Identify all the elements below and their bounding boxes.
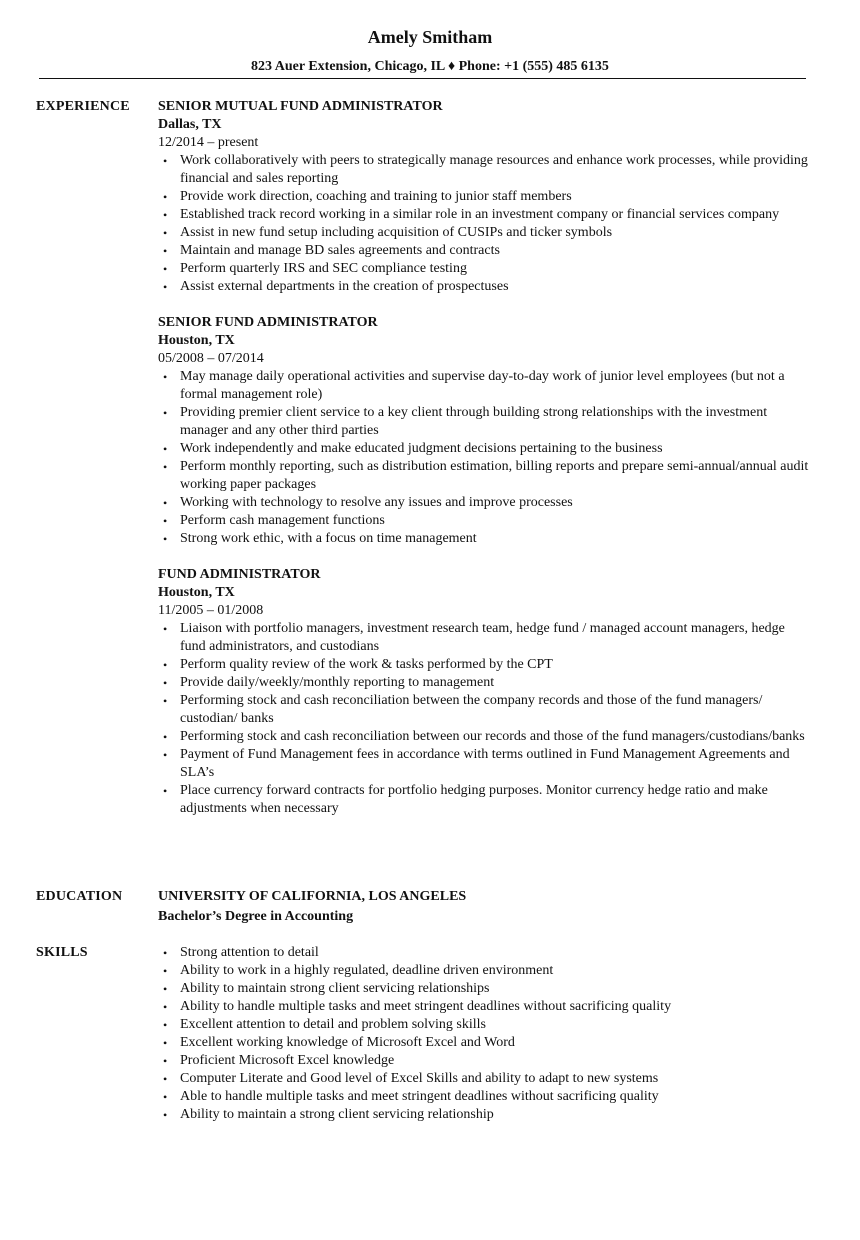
bullet-item xyxy=(158,512,814,530)
bullet-text: Working with technology to resolve any issues and improve processes xyxy=(180,495,573,510)
header-divider xyxy=(39,78,806,79)
bullet-dot-icon: • xyxy=(163,1090,168,1104)
bullet-dot-icon: • xyxy=(163,1036,168,1050)
bullet-dot-icon: • xyxy=(163,442,168,456)
bullet-item xyxy=(158,206,814,224)
bullet-text: Liaison with portfolio managers, investment research team, hedge fund / managed account managers, hedge fund administrators, and custodians xyxy=(180,621,785,654)
bullet-text: Assist external departments in the creation of prospectuses xyxy=(180,279,509,294)
skill-item xyxy=(158,944,814,962)
bullet-dot-icon: • xyxy=(163,946,168,960)
bullet-text: Perform quality review of the work & tasks performed by the CPT xyxy=(180,657,553,672)
bullet-item xyxy=(158,674,814,692)
education-content xyxy=(158,888,814,926)
bullet-dot-icon: • xyxy=(163,226,168,240)
bullet-item xyxy=(158,404,814,440)
skill-text: Excellent working knowledge of Microsoft Excel and Word xyxy=(180,1035,515,1050)
job-dates: 11/2005 – 01/2008 xyxy=(158,603,264,618)
bullet-dot-icon: • xyxy=(163,1018,168,1032)
bullet-text: May manage daily operational activities and supervise day-to-day work of junior level employees (but not a formal management role) xyxy=(180,369,785,402)
skills-content xyxy=(158,944,814,1124)
candidate-name: Amely Smitham xyxy=(367,27,493,47)
job-dates: 12/2014 – present xyxy=(158,135,259,150)
skills-label: SKILLS xyxy=(36,945,88,960)
bullet-dot-icon: • xyxy=(163,262,168,276)
bullet-item xyxy=(158,494,814,512)
degree: Bachelor’s Degree in Accounting xyxy=(158,909,354,924)
job-title: FUND ADMINISTRATOR xyxy=(158,567,321,582)
bullet-dot-icon: • xyxy=(163,370,168,384)
job-title: SENIOR FUND ADMINISTRATOR xyxy=(158,315,378,330)
skills-list xyxy=(158,944,814,1124)
bullet-text: Performing stock and cash reconciliation between our records and those of the fund managers/custodians/banks xyxy=(180,729,805,744)
job-bullets xyxy=(158,152,814,296)
bullet-item xyxy=(158,152,814,188)
bullet-item xyxy=(158,620,814,656)
bullet-dot-icon: • xyxy=(163,280,168,294)
bullet-item xyxy=(158,728,814,746)
skill-item xyxy=(158,998,814,1016)
skill-text: Ability to handle multiple tasks and meet stringent deadlines without sacrificing quality xyxy=(180,999,672,1014)
bullet-text: Providing premier client service to a key client through building strong relationships with the investment manager and any other third parties xyxy=(180,405,768,438)
job-title: SENIOR MUTUAL FUND ADMINISTRATOR xyxy=(158,99,443,114)
bullet-dot-icon: • xyxy=(163,1054,168,1068)
bullet-dot-icon: • xyxy=(163,658,168,672)
skill-item xyxy=(158,1070,814,1088)
bullet-text: Perform quarterly IRS and SEC compliance testing xyxy=(180,261,467,276)
skill-item xyxy=(158,1088,814,1106)
skill-text: Strong attention to detail xyxy=(180,945,319,960)
education-label: EDUCATION xyxy=(36,889,123,904)
skill-item xyxy=(158,1034,814,1052)
bullet-item xyxy=(158,458,814,494)
bullet-dot-icon: • xyxy=(163,406,168,420)
job-location: Houston, TX xyxy=(158,333,235,348)
bullet-item xyxy=(158,692,814,728)
skill-text: Able to handle multiple tasks and meet stringent deadlines without sacrificing quality xyxy=(180,1089,659,1104)
job-bullets xyxy=(158,620,814,818)
bullet-dot-icon: • xyxy=(163,1108,168,1122)
bullet-dot-icon: • xyxy=(163,190,168,204)
job-entry xyxy=(158,314,814,548)
bullet-text: Place currency forward contracts for portfolio hedging purposes. Monitor currency hedge ratio and make adjustments when necessary xyxy=(180,783,768,816)
bullet-dot-icon: • xyxy=(163,1000,168,1014)
skill-text: Ability to work in a highly regulated, deadline driven environment xyxy=(180,963,554,978)
bullet-dot-icon: • xyxy=(163,748,168,762)
bullet-dot-icon: • xyxy=(163,514,168,528)
bullet-dot-icon: • xyxy=(163,622,168,636)
bullet-dot-icon: • xyxy=(163,730,168,744)
job-location: Dallas, TX xyxy=(158,117,222,132)
skill-text: Ability to maintain a strong client servicing relationship xyxy=(180,1107,494,1122)
job-bullets xyxy=(158,368,814,548)
bullet-dot-icon: • xyxy=(163,208,168,222)
job-dates: 05/2008 – 07/2014 xyxy=(158,351,264,366)
bullet-dot-icon: • xyxy=(163,154,168,168)
bullet-dot-icon: • xyxy=(163,784,168,798)
skill-item xyxy=(158,1016,814,1034)
job-entry xyxy=(158,98,814,296)
bullet-item xyxy=(158,278,814,296)
bullet-dot-icon: • xyxy=(163,1072,168,1086)
bullet-dot-icon: • xyxy=(163,532,168,546)
skill-text: Excellent attention to detail and problem solving skills xyxy=(180,1017,486,1032)
bullet-dot-icon: • xyxy=(163,460,168,474)
bullet-item xyxy=(158,746,814,782)
bullet-item xyxy=(158,224,814,242)
bullet-text: Assist in new fund setup including acquisition of CUSIPs and ticker symbols xyxy=(180,225,613,240)
bullet-dot-icon: • xyxy=(163,964,168,978)
skill-text: Ability to maintain strong client servicing relationships xyxy=(180,981,490,996)
bullet-text: Provide daily/weekly/monthly reporting to management xyxy=(180,675,495,690)
contact-line: 823 Auer Extension, Chicago, IL ♦ Phone: +1 (555) 485 6135 xyxy=(251,59,609,74)
bullet-text: Work collaboratively with peers to strategically manage resources and enhance work processes, while providing financial and sales reporting xyxy=(180,153,808,186)
bullet-text: Maintain and manage BD sales agreements and contracts xyxy=(180,243,500,258)
bullet-dot-icon: • xyxy=(163,244,168,258)
school-name: UNIVERSITY OF CALIFORNIA, LOS ANGELES xyxy=(158,889,467,904)
bullet-dot-icon: • xyxy=(163,676,168,690)
bullet-dot-icon: • xyxy=(163,982,168,996)
skill-item xyxy=(158,1106,814,1124)
bullet-text: Performing stock and cash reconciliation between the company records and those of the fund managers/ custodian/ banks xyxy=(180,693,763,726)
job-location: Houston, TX xyxy=(158,585,235,600)
bullet-text: Strong work ethic, with a focus on time management xyxy=(180,531,477,546)
bullet-item xyxy=(158,782,814,818)
bullet-text: Work independently and make educated judgment decisions pertaining to the business xyxy=(180,441,663,456)
bullet-text: Provide work direction, coaching and training to junior staff members xyxy=(180,189,572,204)
skill-item xyxy=(158,1052,814,1070)
bullet-item xyxy=(158,368,814,404)
bullet-text: Established track record working in a similar role in an investment company or financial services company xyxy=(180,207,780,222)
bullet-item xyxy=(158,530,814,548)
skill-item xyxy=(158,980,814,998)
bullet-text: Perform monthly reporting, such as distribution estimation, billing reports and prepare semi-annual/annual audit working paper packages xyxy=(180,459,809,492)
bullet-text: Payment of Fund Management fees in accordance with terms outlined in Fund Management Agreements and SLA’s xyxy=(180,747,790,780)
skill-item xyxy=(158,962,814,980)
job-entry xyxy=(158,566,814,818)
bullet-item xyxy=(158,656,814,674)
bullet-item xyxy=(158,242,814,260)
skill-text: Proficient Microsoft Excel knowledge xyxy=(180,1053,395,1068)
bullet-text: Perform cash management functions xyxy=(180,513,385,528)
skill-text: Computer Literate and Good level of Excel Skills and ability to adapt to new systems xyxy=(180,1071,659,1086)
bullet-item xyxy=(158,260,814,278)
experience-label: EXPERIENCE xyxy=(36,99,130,114)
bullet-dot-icon: • xyxy=(163,496,168,510)
bullet-item xyxy=(158,188,814,206)
bullet-item xyxy=(158,440,814,458)
experience-content xyxy=(158,98,814,836)
bullet-dot-icon: • xyxy=(163,694,168,708)
